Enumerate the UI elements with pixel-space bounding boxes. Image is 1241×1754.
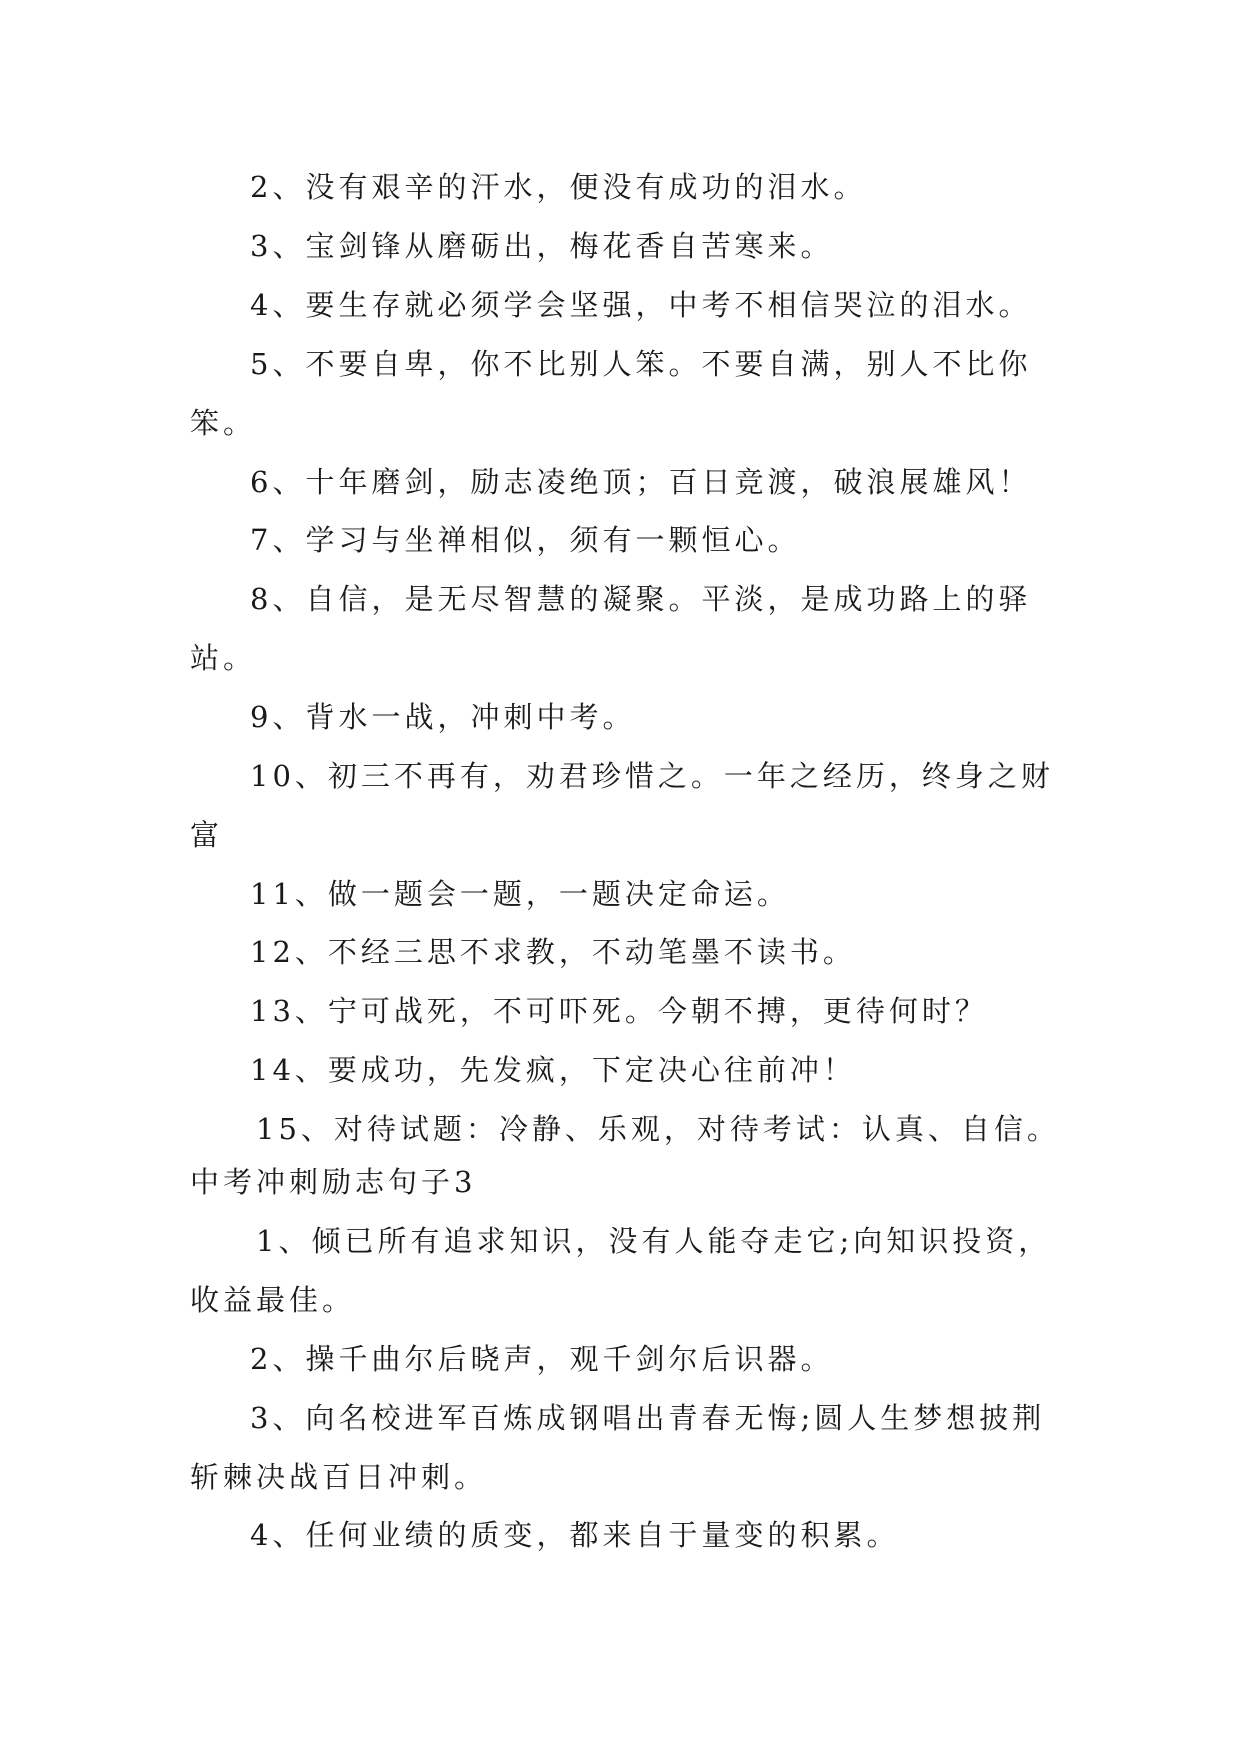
paragraph-line: 收益最佳。 xyxy=(190,1283,356,1317)
paragraph-line: 9、背水一战，冲刺中考。 xyxy=(250,700,636,734)
paragraph-line: 5、不要自卑，你不比别人笨。不要自满，别人不比你 xyxy=(250,347,1032,381)
paragraph-line: 7、学习与坐禅相似，须有一颗恒心。 xyxy=(250,523,801,557)
paragraph-line: 4、要生存就必须学会坚强，中考不相信哭泣的泪水。 xyxy=(250,288,1032,322)
paragraph-line: 斩棘决战百日冲刺。 xyxy=(190,1460,488,1494)
paragraph-line: 11、做一题会一题，一题决定命运。 xyxy=(250,877,790,911)
paragraph-line: 富 xyxy=(190,818,224,852)
paragraph-line: 6、十年磨剑，励志凌绝顶；百日竞渡，破浪展雄风！ xyxy=(250,465,1032,499)
paragraph-line: 8、自信，是无尽智慧的凝聚。平淡，是成功路上的驿 xyxy=(250,582,1032,616)
paragraph-line: 10、初三不再有，劝君珍惜之。一年之经历，终身之财 xyxy=(250,759,1054,793)
section-heading: 中考冲刺励志句子3 xyxy=(190,1165,477,1199)
paragraph-line: 3、宝剑锋从磨砺出，梅花香自苦寒来。 xyxy=(250,229,834,263)
paragraph-line: 15、对待试题：冷静、乐观，对待考试：认真、自信。 xyxy=(256,1112,1060,1146)
paragraph-line: 4、任何业绩的质变，都来自于量变的积累。 xyxy=(250,1518,900,1552)
paragraph-line: 站。 xyxy=(190,641,257,675)
paragraph-line: 14、要成功，先发疯，下定决心往前冲！ xyxy=(250,1053,856,1087)
paragraph-line: 2、操千曲尔后晓声，观千剑尔后识器。 xyxy=(250,1342,834,1376)
paragraph-line: 2、没有艰辛的汗水，便没有成功的泪水。 xyxy=(250,170,867,204)
paragraph-line: 笨。 xyxy=(190,406,257,440)
paragraph-line: 3、向名校进军百炼成钢唱出青春无悔;圆人生梦想披荆 xyxy=(250,1401,1046,1435)
paragraph-line: 1、倾已所有追求知识，没有人能夺走它;向知识投资， xyxy=(256,1224,1052,1258)
paragraph-line: 12、不经三思不求教，不动笔墨不读书。 xyxy=(250,935,856,969)
paragraph-line: 13、宁可战死，不可吓死。今朝不搏，更待何时？ xyxy=(250,994,988,1028)
